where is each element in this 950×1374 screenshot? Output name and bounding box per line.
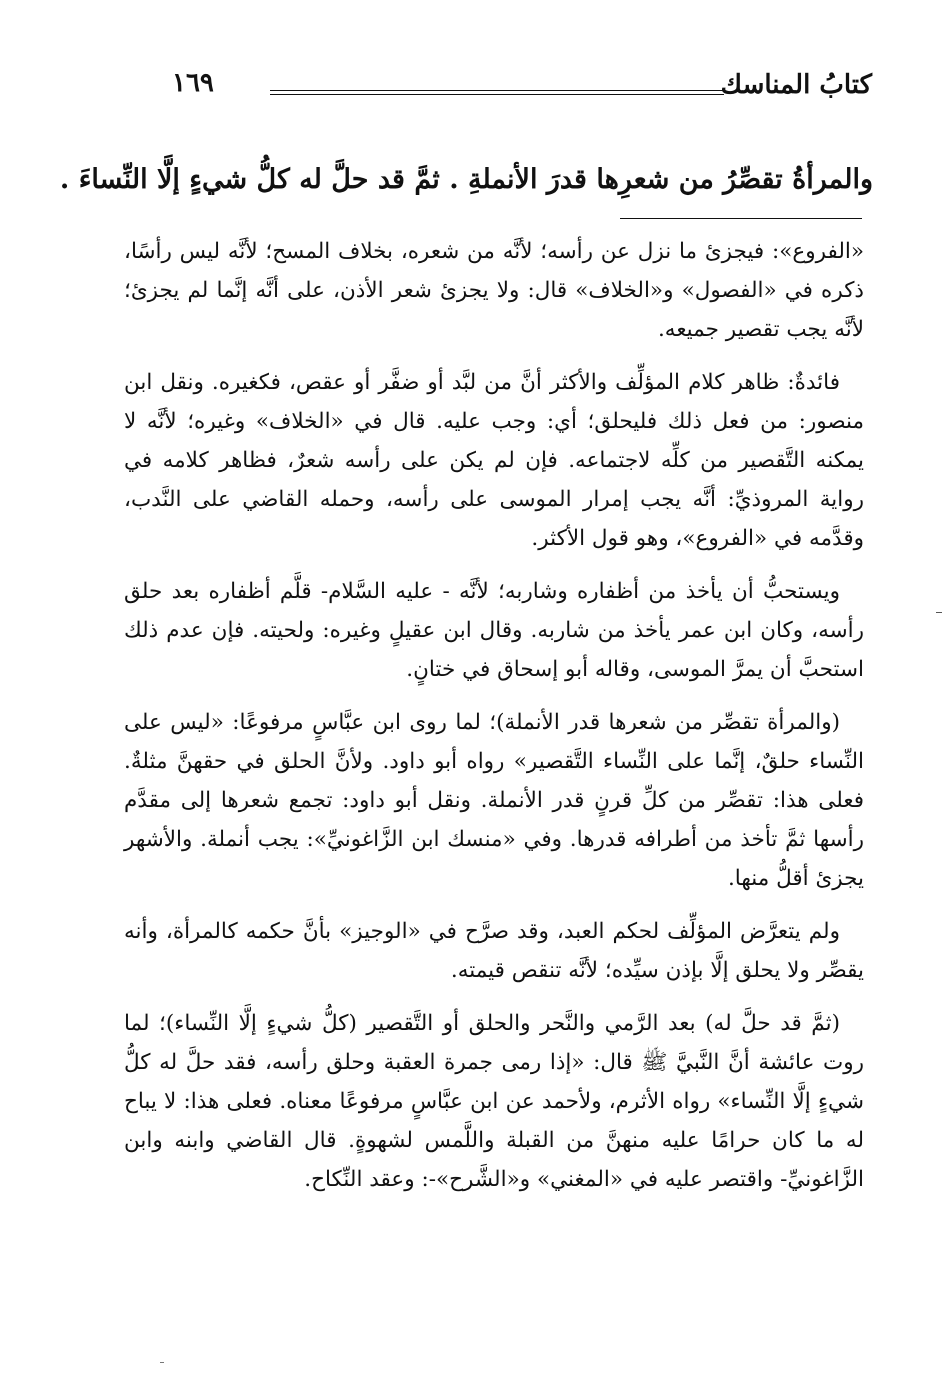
paragraph: (ثمَّ قد حلَّ له) بعد الرَّمي والنَّحر والحلق أو التَّقصير (كلُّ شيءٍ إلَّا النِّساء)؛ لما روت عائشة أنَّ النَّبيَّ ﷺ قال: «إذا رمى جمرة العقبة وحلق رأسه، فقد حلَّ له كلُّ شيءٍ إلَّا النِّساء» رواه الأثرم، ولأحمد عن ابن عبَّاسٍ مرفوعًا معناه. فعلى هذا: لا يباح له ما كان حرامًا عليه منهنَّ من القبلة واللَّمس لشهوةٍ. قال القاضي وابنه وابن الزَّاغونيِّ- واقتصر عليه في «المغني» و«الشَّرح»-: وعقد النِّكاح. xyxy=(124,1011,864,1192)
matn-separator xyxy=(620,218,862,219)
page-header xyxy=(172,66,872,106)
margin-mark xyxy=(160,1362,164,1363)
paragraph: ولم يتعرَّض المؤلِّف لحكم العبد، وقد صرَّح في «الوجيز» بأنَّ حكمه كالمرأة، وأنه يقصِّر ولا يحلق إلَّا بإذن سيِّده؛ لأنَّه تنقص قيمته. xyxy=(124,919,864,983)
page-number: ١٦٩ xyxy=(172,68,214,98)
paragraph: فائدةٌ: ظاهر كلام المؤلِّف والأكثر أنَّ من لبَّد أو ضفَّر أو عقص، فكغيره. ونقل ابن منصور: من فعل ذلك فليحلق؛ أي: وجب عليه. قال في «الخلاف» وغيره؛ لأنَّه لا يمكنه التَّقصير من كلِّه لاجتماعه. فإن لم يكن على رأسه شعرٌ، فظاهر كلامه في رواية المروذيِّ: أنَّه يجب إمرار الموسى على رأسه، وحمله القاضي على النَّدب، وقدَّمه في «الفروع»، وهو قول الأكثر. xyxy=(124,370,864,551)
commentary-body xyxy=(124,232,864,1213)
paragraph: (والمرأة تقصِّر من شعرها قدر الأنملة)؛ لما روى ابن عبَّاسٍ مرفوعًا: «ليس على النِّساء حلقٌ، إنَّما على النِّساء التَّقصير» رواه أبو داود. ولأنَّ الحلق في حقهنَّ مثلةٌ. فعلى هذا: تقصِّر من كلِّ قرنٍ قدر الأنملة. ونقل أبو داود: تجمع شعرها إلى مقدَّم رأسها ثمَّ تأخذ من أطرافه قدرها. وفي «منسك ابن الزَّاغونيِّ»: يجب أنملة. والأشهر يجزئ أقلُّ منها. xyxy=(124,710,864,891)
header-rule xyxy=(270,90,724,95)
paragraph: ويستحبُّ أن يأخذ من أظفاره وشاربه؛ لأنَّه - عليه السَّلام- قلَّم أظفاره بعد حلق رأسه، وكان ابن عمر يأخذ من شاربه. وقال ابن عقيلٍ وغيره: ولحيته. فإن عدم ذلك استحبَّ أن يمرَّ الموسى، وقاله أبو إسحاق في ختانٍ. xyxy=(124,579,864,682)
paragraph: «الفروع»: فيجزئ ما نزل عن رأسه؛ لأنَّه من شعره، بخلاف المسح؛ لأنَّه ليس رأسًا، ذكره في «الفصول» و«الخلاف» قال: ولا يجزئ شعر الأذن، على أنَّه إنَّما لم يجزئ؛ لأنَّه يجب تقصير جميعه. xyxy=(124,239,864,342)
running-head: كتابُ المناسك xyxy=(720,70,872,100)
margin-mark xyxy=(936,612,942,613)
matn-text: والمرأةُ تقصِّرُ من شعرِها قدرَ الأنملةِ . ثمَّ قد حلَّ له كلُّ شيءٍ إلَّا النِّساءَ . xyxy=(59,164,873,195)
